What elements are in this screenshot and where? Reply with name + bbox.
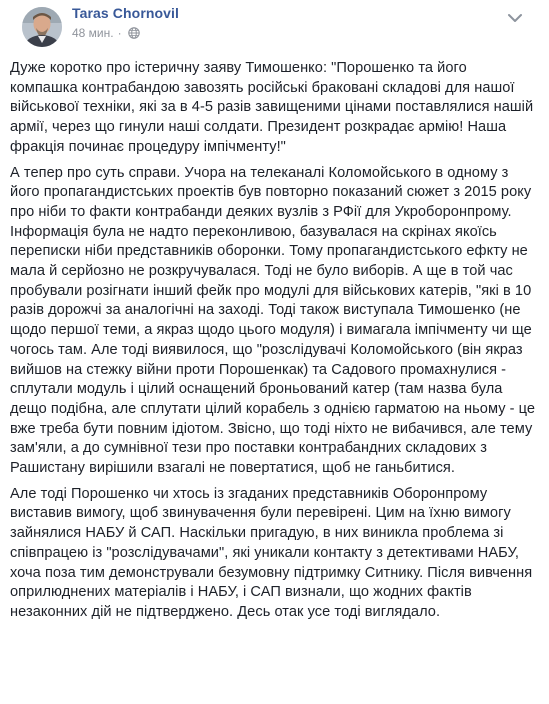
meta-separator: · xyxy=(117,26,122,40)
profile-photo-icon xyxy=(22,7,62,47)
author-name-link[interactable]: Taras Chornovil xyxy=(72,5,180,21)
post-paragraph: Але тоді Порошенко чи хтось із згаданих представників Оборонпрому виставив вимогу, щоб звинувачення були перевірені. Цим на їхню вимогу зайнялися НАБУ й САП. Наскільки пригадую, в них виникла проблема зі співпрацею із "розслідувачами", які уникали контакту з детективами НАБУ, хоча поза тим демонстрували безумовну підтримку Ситнику. Після вивчення оприлюднених матеріалів і НАБУ, і САП визнали, що жодних фактів незаконних дій не підтверджено. Десь отак усе тоді виглядало. xyxy=(10,485,533,620)
post-text xyxy=(10,59,537,623)
post-header xyxy=(10,0,539,56)
post-meta xyxy=(72,26,140,40)
post-options-button[interactable] xyxy=(503,10,527,26)
author-avatar[interactable] xyxy=(22,7,62,47)
globe-icon[interactable] xyxy=(128,27,140,39)
post-paragraph: А тепер про суть справи. Учора на телеканалі Коломойського в одному з його пропагандистських проектів був повторно показаний сюжет з 2015 року про ніби то факти контрабанди деяких вузлів з РФії для Укроборонпрому. Інформація була не надто переконливою, базувалася на скрінах якоїсь переписки ніби представників оборонки. Тому пропагандистського ефкту не мала й серйозно не розкручувалася. Тоді не було виборів. А ще в той час пробували розігнати інший фейк про модулі для військових катерів, "які в 10 разів дорожчі за аналогічні на заході. Тоді також виступала Тимошенко (не щодо першої теми, а якраз щодо цього модуля) і вимагала імпічменту чи ще чогось там. Але тоді виявилося, що "розслідувачі Коломойського (він якраз вийшов на стежку війни проти Порошенкак) та Садового промахнулися - сплутали модуль і цілий оснащений броньований катер (там назва була дещо подібна, але сплутати цілий корабель з однією гарматою на ньому - це вже треба бути повним ідіотом. Звісно, що тоді ніхто не вибачився, але тему зам'яли, а до сумнівної тези про поставки контрабандних складових з Рашистану вирішили взагалі не повертатися, щоб не ганьбитися. xyxy=(10,164,536,477)
chevron-down-icon xyxy=(503,10,527,26)
post-timestamp[interactable]: 48 мин. xyxy=(72,26,114,40)
post-paragraph: Дуже коротко про істеричну заяву Тимошенко: "Порошенко та його компашка контрабандою завозять російські браковані складові для нашої військової техніки, які за в 4-5 разів завищеними цінами поставлялися нашій армії, через що гинули наші солдати. Президент розкрадає армію! Наша фракція починає процедуру імпічменту!" xyxy=(10,60,534,155)
